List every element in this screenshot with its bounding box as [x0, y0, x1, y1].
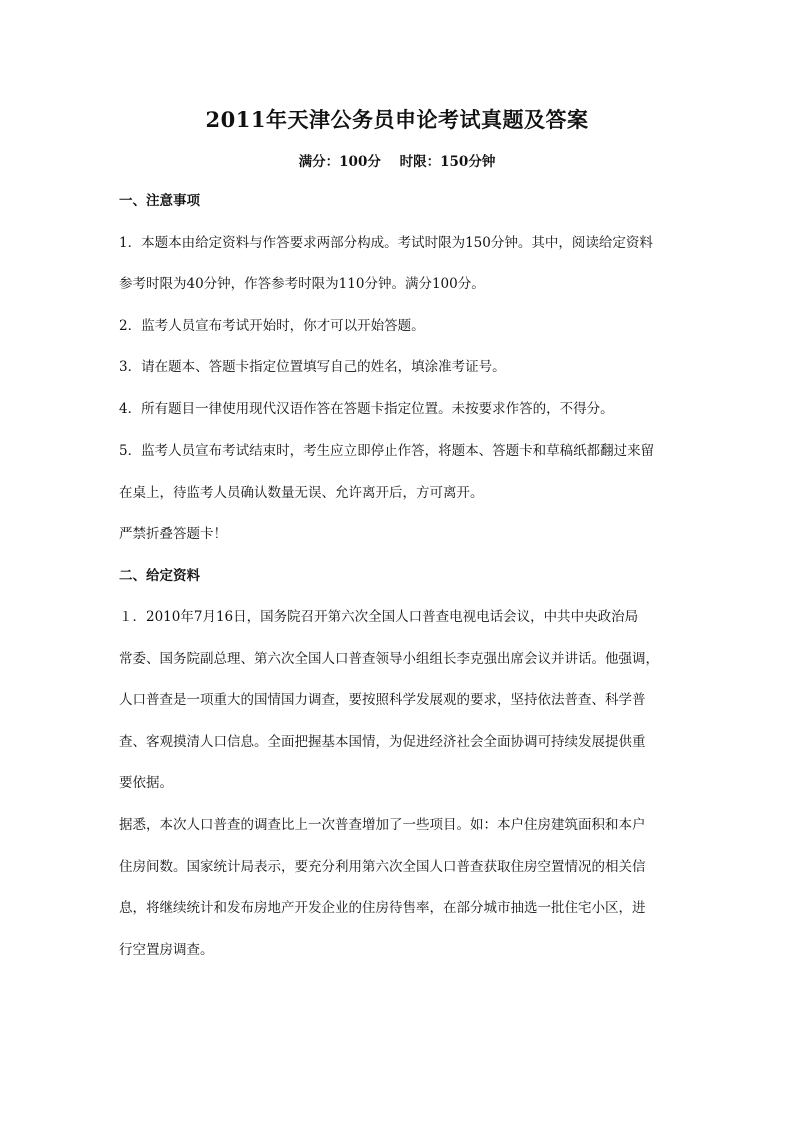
- notes-line: 在桌上，待监考人员确认数量无误、允许离开后，方可离开。: [119, 485, 484, 501]
- section-heading-materials: 二、给定资料: [119, 568, 200, 584]
- material-line: 人口普查是一项重大的国情国力调查，要按照科学发展观的要求，坚持依法普查、科学普: [119, 692, 646, 708]
- material-line: 常委、国务院副总理、第六次全国人口普查领导小组组长李克强出席会议并讲话。他强调，: [119, 651, 659, 667]
- material-line: １．2010年7月16日，国务院召开第六次全国人口普查电视电话会议，中共中央政治局: [119, 609, 639, 625]
- material-line: 要依据。: [119, 775, 173, 791]
- material-line: 查、客观摸清人口信息。全面把握基本国情，为促进经济社会全面协调可持续发展提供重: [119, 734, 646, 750]
- material-line: 住房间数。国家统计局表示，要充分利用第六次全国人口普查获取住房空置情况的相关信: [119, 859, 646, 875]
- notes-line: 2．监考人员宣布考试开始时，你才可以开始答题。: [119, 318, 425, 334]
- notes-line: 参考时限为40分钟，作答参考时限为110分钟。满分100分。: [119, 276, 485, 292]
- material-line: 据悉，本次人口普查的调查比上一次普查增加了一些项目。如：本户住房建筑面积和本户: [119, 817, 646, 833]
- section-heading-notes: 一、注意事项: [119, 193, 200, 209]
- notes-line: 1．本题本由给定资料与作答要求两部分构成。考试时限为150分钟。其中，阅读给定资料: [119, 235, 653, 251]
- document-title: 2011年天津公务员申论考试真题及答案: [205, 107, 589, 132]
- notes-line: 5．监考人员宣布考试结束时，考生应立即停止作答，将题本、答题卡和草稿纸都翻过来留: [119, 443, 655, 459]
- material-line: 行空置房调查。: [119, 942, 214, 958]
- material-line: 息，将继续统计和发布房地产开发企业的住房待售率，在部分城市抽选一批住宅小区，进: [119, 900, 646, 916]
- notes-line: 3．请在题本、答题卡指定位置填写自己的姓名，填涂准考证号。: [119, 359, 506, 375]
- notes-line: 4．所有题目一律使用现代汉语作答在答题卡指定位置。未按要求作答的，不得分。: [119, 401, 614, 417]
- warning-line: 严禁折叠答题卡！: [119, 526, 227, 542]
- exam-info: 满分：100分 时限：150分钟: [298, 154, 496, 170]
